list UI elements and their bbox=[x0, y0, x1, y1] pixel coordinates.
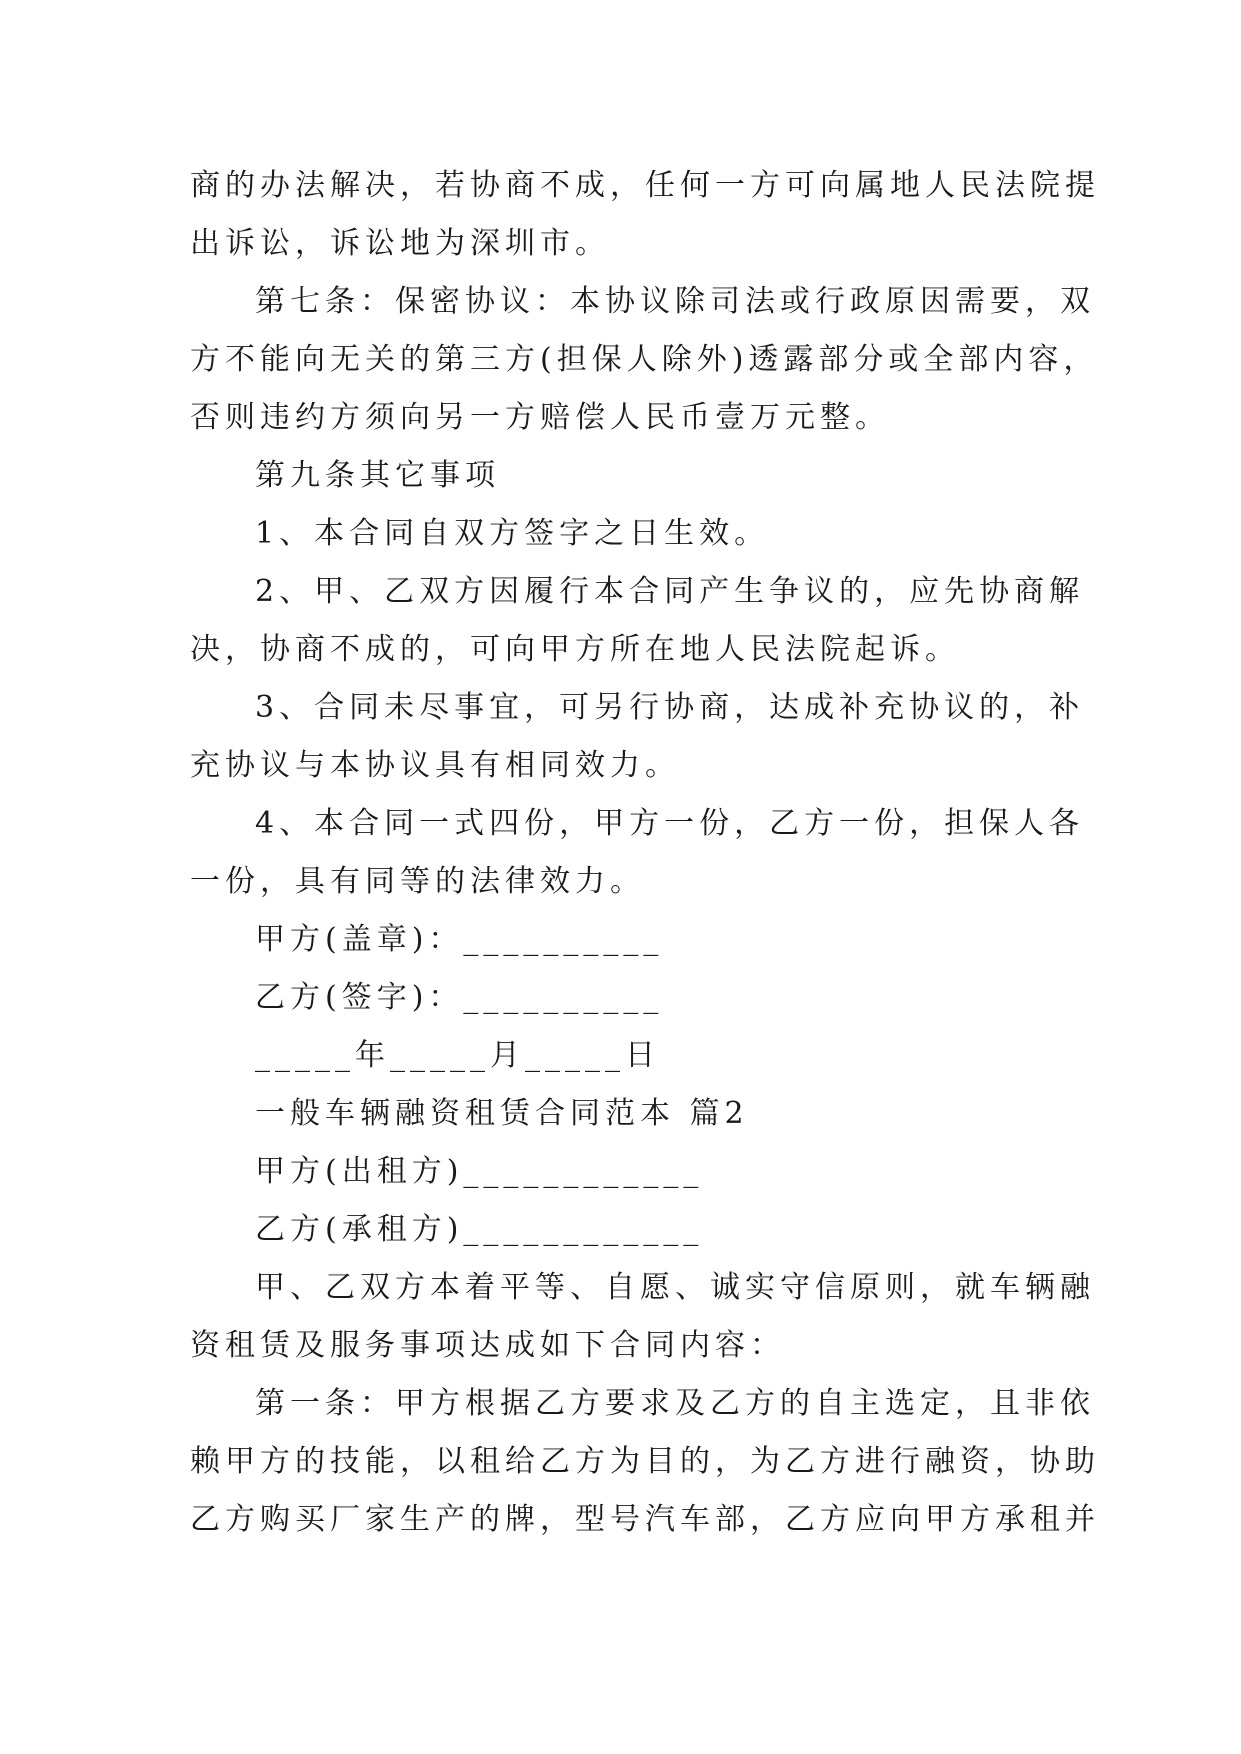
clause-4: 4、本合同一式四份，甲方一份，乙方一份，担保人各 bbox=[255, 806, 1085, 841]
date-line: _____年_____月_____日 bbox=[255, 1038, 660, 1073]
party-b-signature-line: 乙方(签字)：__________ bbox=[255, 980, 664, 1015]
paragraph-line: 否则违约方须向另一方赔偿人民币壹万元整。 bbox=[190, 400, 890, 435]
paragraph-line: 商的办法解决，若协商不成，任何一方可向属地人民法院提 bbox=[190, 168, 1100, 203]
section-title: 一般车辆融资租赁合同范本 篇2 bbox=[255, 1096, 749, 1131]
article-9-heading: 第九条其它事项 bbox=[255, 458, 500, 493]
party-b-lessee-line: 乙方(承租方)____________ bbox=[255, 1212, 704, 1247]
article-1: 第一条：甲方根据乙方要求及乙方的自主选定，且非依 bbox=[255, 1386, 1095, 1421]
clause-2: 2、甲、乙双方因履行本合同产生争议的，应先协商解 bbox=[255, 574, 1085, 609]
paragraph-line: 一份，具有同等的法律效力。 bbox=[190, 864, 645, 899]
preamble: 甲、乙双方本着平等、自愿、诚实守信原则，就车辆融 bbox=[255, 1270, 1095, 1305]
article-7-confidentiality: 第七条：保密协议：本协议除司法或行政原因需要，双 bbox=[255, 284, 1095, 319]
paragraph-line: 乙方购买厂家生产的牌，型号汽车部，乙方应向甲方承租并 bbox=[190, 1502, 1100, 1537]
paragraph-line: 充协议与本协议具有相同效力。 bbox=[190, 748, 680, 783]
paragraph-line: 方不能向无关的第三方(担保人除外)透露部分或全部内容， bbox=[190, 342, 1099, 377]
paragraph-line: 赖甲方的技能，以租给乙方为目的，为乙方进行融资，协助 bbox=[190, 1444, 1100, 1479]
party-a-lessor-line: 甲方(出租方)____________ bbox=[255, 1154, 704, 1189]
party-a-seal-line: 甲方(盖章)：__________ bbox=[255, 922, 664, 957]
clause-3: 3、合同未尽事宜，可另行协商，达成补充协议的，补 bbox=[255, 690, 1085, 725]
paragraph-line: 决，协商不成的，可向甲方所在地人民法院起诉。 bbox=[190, 632, 960, 667]
paragraph-line: 资租赁及服务事项达成如下合同内容： bbox=[190, 1328, 785, 1363]
clause-1: 1、本合同自双方签字之日生效。 bbox=[255, 516, 770, 551]
paragraph-line: 出诉讼，诉讼地为深圳市。 bbox=[190, 226, 610, 261]
